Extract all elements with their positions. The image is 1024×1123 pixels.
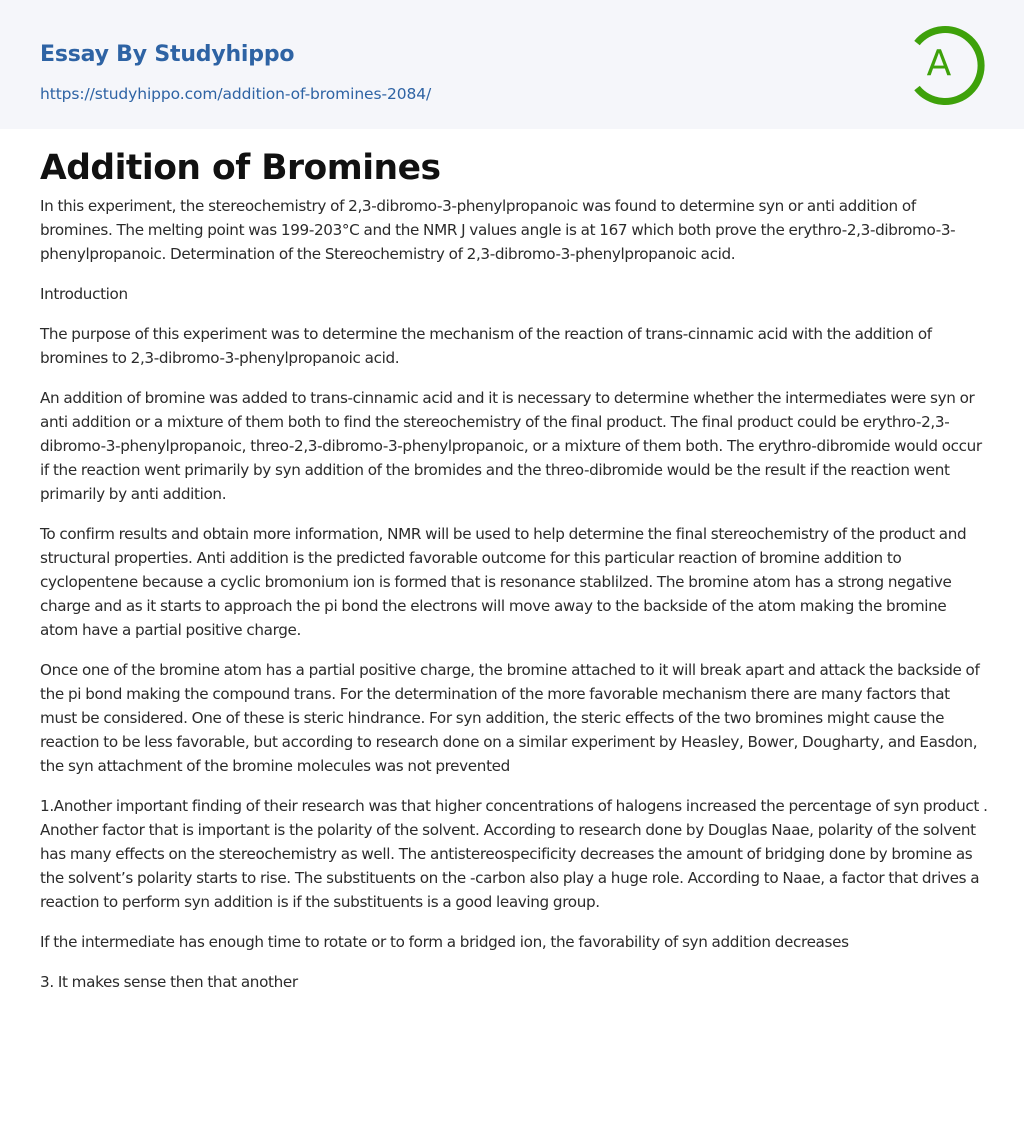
section-heading-introduction: Introduction [40, 285, 128, 303]
source-url-link[interactable]: https://studyhippo.com/addition-of-bromines-2084/ [40, 85, 432, 103]
body-paragraph: To confirm results and obtain more information, NMR will be used to help determine the final stereochemistry of the product and structural properties. Anti addition is the predicted favorable outcome for this particular reaction of bromine addition to cyclopentene because a cyclic bromonium ion is formed that is resonance stablilzed. The bromine atom has a strong negative charge and as it starts to approach the pi bond the electrons will move away to the backside of the atom making the bromine atom have a partial positive charge. [40, 525, 967, 639]
abstract-paragraph: In this experiment, the stereochemistry of 2,3-dibromo-3-phenylpropanoic was found to determine syn or anti addition of bromines. The melting point was 199-203°C and the NMR J values angle is at 167 which both prove the erythro-2,3-dibromo-3-phenylpropanoic. Determination of the Stereochemistry of 2,3-dibromo-3-phenylpropanoic acid. [40, 197, 956, 263]
body-paragraph: The purpose of this experiment was to determine the mechanism of the reaction of trans-cinnamic acid with the addition of bromines to 2,3-dibromo-3-phenylpropanoic acid. [40, 325, 932, 367]
body-paragraph: If the intermediate has enough time to rotate or to form a bridged ion, the favorability of syn addition decreases [40, 933, 849, 951]
body-paragraph: 1.Another important finding of their research was that higher concentrations of halogens increased the percentage of syn product . Another factor that is important is the polarity of the solvent. According to research done by Douglas Naae, polarity of the solvent has many effects on the stereochemistry as well. The antistereospecificity decreases the amount of bridging done by bromine as the solvent’s polarity starts to rise. The substituents on the -carbon also play a huge role. According to Naae, a factor that drives a reaction to perform syn addition is if the substituents is a good leaving group. [40, 797, 988, 911]
studyhippo-logo[interactable] [908, 18, 988, 106]
body-paragraph: 3. It makes sense then that another [40, 973, 298, 991]
article [40, 146, 988, 1010]
studyhippo-a-logo-icon [908, 18, 988, 106]
brand-title: Essay By Studyhippo [40, 42, 295, 67]
site-header [0, 0, 1024, 129]
article-title: Addition of Bromines [40, 148, 441, 188]
logo-letter: A [926, 43, 952, 84]
body-paragraph: An addition of bromine was added to trans-cinnamic acid and it is necessary to determine whether the intermediates were syn or anti addition or a mixture of them both to find the stereochemistry of the final product. The final product could be erythro-2,3-dibromo-3-phenylpropanoic, threo-2,3-dibromo-3-phenylpropanoic, or a mixture of them both. The erythro-dibromide would occur if the reaction went primarily by syn addition of the bromides and the threo-dibromide would be the result if the reaction went primarily by anti addition. [40, 389, 982, 503]
body-paragraph: Once one of the bromine atom has a partial positive charge, the bromine attached to it will break apart and attack the backside of the pi bond making the compound trans. For the determination of the more favorable mechanism there are many factors that must be considered. One of these is steric hindrance. For syn addition, the steric effects of the two bromines might cause the reaction to be less favorable, but according to research done on a similar experiment by Heasley, Bower, Dougharty, and Easdon, the syn attachment of the bromine molecules was not prevented [40, 661, 980, 775]
